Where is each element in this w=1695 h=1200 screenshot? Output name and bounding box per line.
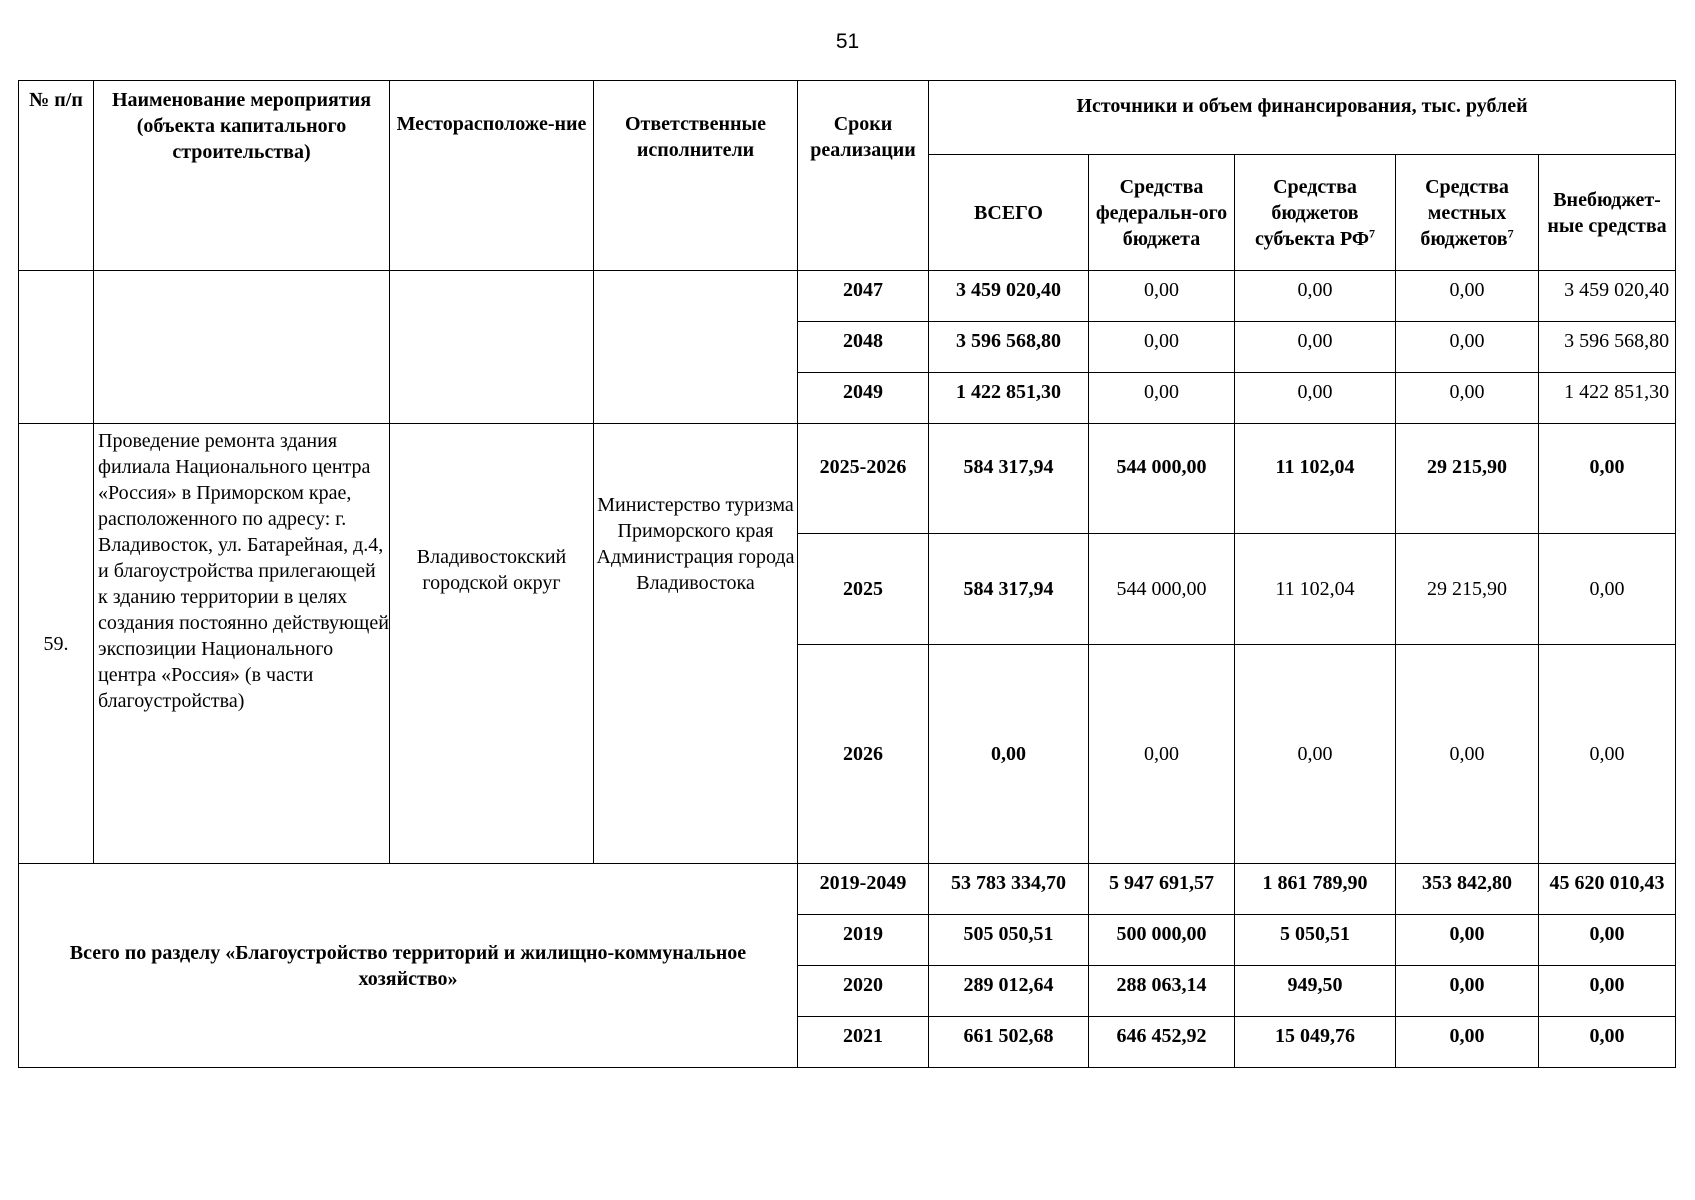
cell-total: 584 317,94 xyxy=(929,534,1089,645)
cell-regional: 5 050,51 xyxy=(1235,915,1396,966)
cell-total: 1 422 851,30 xyxy=(929,373,1089,424)
cell-local: 0,00 xyxy=(1396,271,1539,322)
item-name: Проведение ремонта здания филиала Национального центра «Россия» в Приморском крае, расположенного по адресу: г. Владивосток, ул. Батарейная, д.4, и благоустройства прилегающей к зданию территории в целях создания постоянно действующей экспозиции Национального центра «Россия» (в части благоустройства) xyxy=(94,424,390,864)
cell-local: 29 215,90 xyxy=(1396,534,1539,645)
cell-local: 0,00 xyxy=(1396,1017,1539,1068)
cell-federal: 5 947 691,57 xyxy=(1089,864,1235,915)
empty-cell xyxy=(94,271,390,424)
cell-year: 2025 xyxy=(798,534,929,645)
cell-regional: 0,00 xyxy=(1235,373,1396,424)
cell-extra: 0,00 xyxy=(1539,645,1676,864)
cell-federal: 544 000,00 xyxy=(1089,534,1235,645)
cell-extra: 3 459 020,40 xyxy=(1539,271,1676,322)
cell-federal: 0,00 xyxy=(1089,645,1235,864)
header-total: ВСЕГО xyxy=(929,155,1089,271)
cell-extra: 0,00 xyxy=(1539,915,1676,966)
cell-total: 3 596 568,80 xyxy=(929,322,1089,373)
cell-total: 661 502,68 xyxy=(929,1017,1089,1068)
cell-year: 2019 xyxy=(798,915,929,966)
cell-regional: 0,00 xyxy=(1235,322,1396,373)
item-number: 59. xyxy=(19,424,94,864)
cell-extra: 1 422 851,30 xyxy=(1539,373,1676,424)
header-regional-label: Средства бюджетов субъекта РФ xyxy=(1254,175,1370,250)
cell-federal: 500 000,00 xyxy=(1089,915,1235,966)
empty-cell xyxy=(594,271,798,424)
cell-federal: 544 000,00 xyxy=(1089,424,1235,534)
cell-regional: 1 861 789,90 xyxy=(1235,864,1396,915)
cell-regional: 11 102,04 xyxy=(1235,534,1396,645)
cell-extra: 0,00 xyxy=(1539,966,1676,1017)
header-regional xyxy=(1235,155,1396,271)
cell-federal: 646 452,92 xyxy=(1089,1017,1235,1068)
table-row xyxy=(19,864,1676,915)
header-local xyxy=(1396,155,1539,271)
header-period: Сроки реализации xyxy=(798,81,929,271)
header-extrabudget: Внебюджет-ные средства xyxy=(1539,155,1676,271)
table-row xyxy=(19,424,1676,534)
cell-year: 2021 xyxy=(798,1017,929,1068)
item-responsible: Министерство туризма Приморского края Администрация города Владивостока xyxy=(594,424,798,864)
cell-extra: 45 620 010,43 xyxy=(1539,864,1676,915)
header-name: Наименование мероприятия (объекта капитального строительства) xyxy=(94,81,390,271)
cell-regional: 949,50 xyxy=(1235,966,1396,1017)
cell-local: 0,00 xyxy=(1396,645,1539,864)
header-local-footnote: 7 xyxy=(1507,225,1514,240)
header-local-label: Средства местных бюджетов xyxy=(1420,175,1509,250)
table-row xyxy=(19,271,1676,322)
financing-table xyxy=(18,80,1676,1068)
cell-regional: 11 102,04 xyxy=(1235,424,1396,534)
cell-year: 2048 xyxy=(798,322,929,373)
cell-extra: 0,00 xyxy=(1539,534,1676,645)
item-location: Владивостокский городской округ xyxy=(390,424,594,864)
cell-regional: 15 049,76 xyxy=(1235,1017,1396,1068)
cell-federal: 0,00 xyxy=(1089,322,1235,373)
header-federal: Средства федеральн-ого бюджета xyxy=(1089,155,1235,271)
header-funding: Источники и объем финансирования, тыс. рублей xyxy=(929,81,1676,155)
cell-year: 2047 xyxy=(798,271,929,322)
cell-year: 2049 xyxy=(798,373,929,424)
cell-federal: 288 063,14 xyxy=(1089,966,1235,1017)
cell-total: 289 012,64 xyxy=(929,966,1089,1017)
cell-federal: 0,00 xyxy=(1089,271,1235,322)
cell-year: 2019-2049 xyxy=(798,864,929,915)
cell-year: 2026 xyxy=(798,645,929,864)
cell-year: 2025-2026 xyxy=(798,424,929,534)
cell-total: 584 317,94 xyxy=(929,424,1089,534)
cell-local: 29 215,90 xyxy=(1396,424,1539,534)
cell-local: 0,00 xyxy=(1396,322,1539,373)
cell-regional: 0,00 xyxy=(1235,271,1396,322)
cell-local: 353 842,80 xyxy=(1396,864,1539,915)
cell-year: 2020 xyxy=(798,966,929,1017)
header-regional-footnote: 7 xyxy=(1369,225,1376,240)
cell-extra: 0,00 xyxy=(1539,424,1676,534)
cell-extra: 0,00 xyxy=(1539,1017,1676,1068)
header-num: № п/п xyxy=(19,81,94,271)
header-row-1 xyxy=(19,81,1676,155)
empty-cell xyxy=(19,271,94,424)
cell-total: 53 783 334,70 xyxy=(929,864,1089,915)
page-number: 51 xyxy=(835,30,860,53)
cell-local: 0,00 xyxy=(1396,373,1539,424)
cell-local: 0,00 xyxy=(1396,966,1539,1017)
cell-total: 3 459 020,40 xyxy=(929,271,1089,322)
section-total-label: Всего по разделу «Благоустройство территорий и жилищно-коммунальное хозяйство» xyxy=(19,864,798,1068)
cell-local: 0,00 xyxy=(1396,915,1539,966)
cell-total: 505 050,51 xyxy=(929,915,1089,966)
header-location: Месторасположе-ние xyxy=(390,81,594,271)
cell-regional: 0,00 xyxy=(1235,645,1396,864)
cell-federal: 0,00 xyxy=(1089,373,1235,424)
cell-total: 0,00 xyxy=(929,645,1089,864)
empty-cell xyxy=(390,271,594,424)
header-responsible: Ответственные исполнители xyxy=(594,81,798,271)
cell-extra: 3 596 568,80 xyxy=(1539,322,1676,373)
